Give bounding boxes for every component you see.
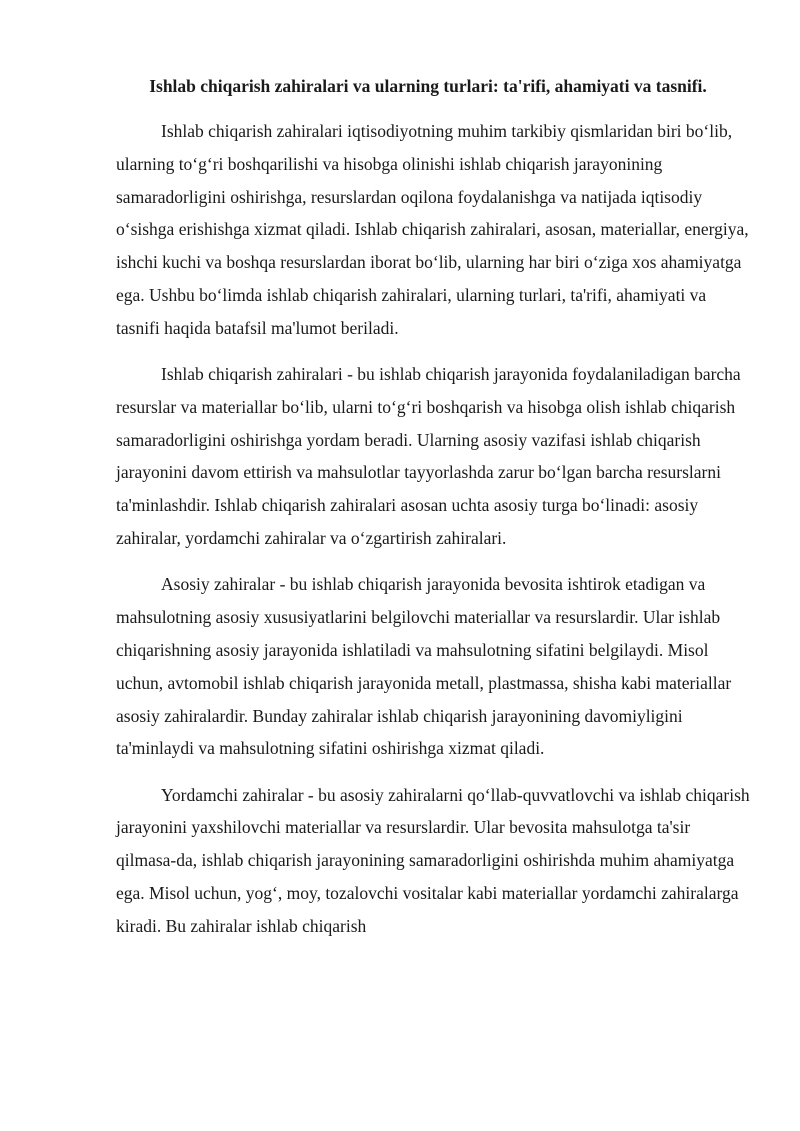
document-title: Ishlab chiqarish zahiralari va ularning turlari: ta'rifi, ahamiyati va tasnifi. — [149, 76, 707, 96]
paragraph-definition: Ishlab chiqarish zahiralari - bu ishlab chiqarish jarayonida foydalaniladigan barcha resurslar va materiallar bo‘lib, ularni to‘g‘ri boshqarish va hisobga olish ishlab chiqarish samaradorligini oshirishga yordam beradi. Ularning asosiy vazifasi ishlab chiqarish jarayonini davom ettirish va mahsulotlar tayyorlashda zarur bo‘lgan barcha resurslarni ta'minlashdir. Ishlab chiqarish zahiralari asosan uchta asosiy turga bo‘linadi: asosiy zahiralar, yordamchi zahiralar va o‘zgartirish zahiralari. — [116, 364, 741, 549]
paragraph-intro: Ishlab chiqarish zahiralari iqtisodiyotning muhim tarkibiy qismlaridan biri bo‘lib, ularning to‘g‘ri boshqarilishi va hisobga olinishi ishlab chiqarish jarayonining samaradorligini oshirishga, resurslardan oqilona foydalanishga va natijada iqtisodiy o‘sishga erishishga xizmat qiladi. Ishlab chiqarish zahiralari, asosan, materiallar, energiya, ishchi kuchi va boshqa resurslardan iborat bo‘lib, ularning har biri o‘ziga xos ahamiyatga ega. Ushbu bo‘limda ishlab chiqarish zahiralari, ularning turlari, ta'rifi, ahamiyati va tasnifi haqida batafsil ma'lumot beriladi. — [116, 121, 749, 338]
paragraph-main-reserves: Asosiy zahiralar - bu ishlab chiqarish jarayonida bevosita ishtirok etadigan va mahsulotning asosiy xususiyatlarini belgilovchi materiallar va resurslardir. Ular ishlab chiqarishning asosiy jarayonida ishlatiladi va mahsulotning sifatini belgilaydi. Misol uchun, avtomobil ishlab chiqarish jarayonida metall, plastmassa, shisha kabi materiallar asosiy zahiralardir. Bunday zahiralar ishlab chiqarish jarayonining davomiyligini ta'minlaydi va mahsulotning sifatini oshirishga xizmat qiladi. — [116, 574, 732, 759]
paragraph-auxiliary-reserves: Yordamchi zahiralar - bu asosiy zahiralarni qo‘llab-quvvatlovchi va ishlab chiqarish jarayonini yaxshilovchi materiallar va resurslardir. Ular bevosita mahsulotga ta'sir qilmasa-da, ishlab chiqarish jarayonining samaradorligini oshirishda muhim ahamiyatga ega. Misol uchun, yog‘, moy, tozalovchi vositalar kabi materiallar yordamchi zahiralarga kiradi. Bu zahiralar ishlab chiqarish — [116, 784, 750, 936]
document-body — [116, 115, 752, 956]
